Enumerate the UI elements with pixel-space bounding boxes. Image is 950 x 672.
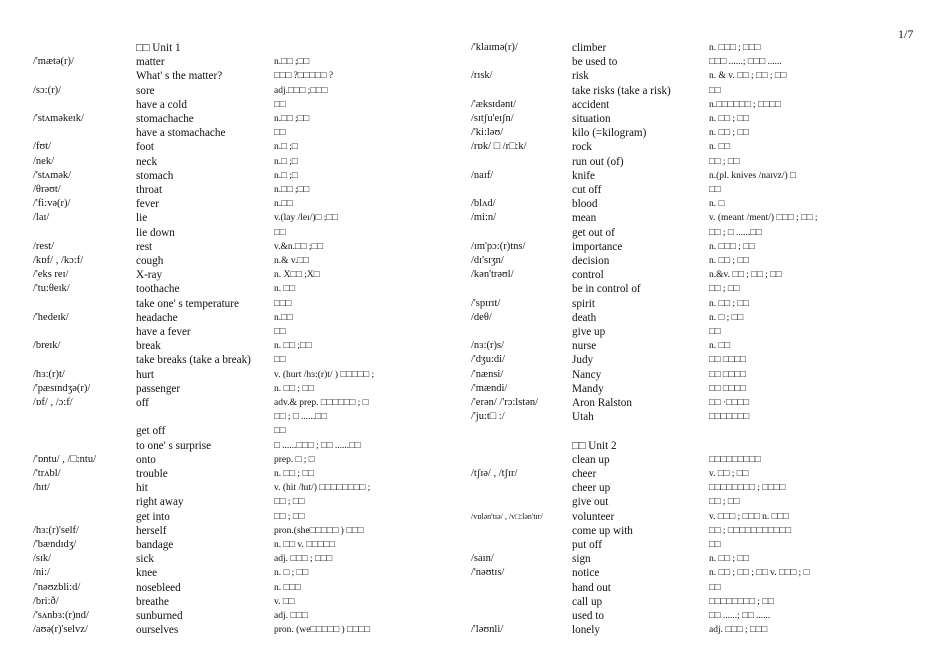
meaning: n.□□ xyxy=(274,199,293,210)
headword: stomach xyxy=(136,169,174,182)
meaning: n. □□ xyxy=(274,284,295,295)
meaning: n.□ ;□ xyxy=(274,156,298,167)
headword: mean xyxy=(572,212,597,225)
headword: get into xyxy=(136,510,170,523)
phonetic: /mi:n/ xyxy=(471,212,497,224)
phonetic: /nɜ:(r)s/ xyxy=(471,340,504,352)
phonetic: /blʌd/ xyxy=(471,198,496,210)
meaning: n. & v. □□ ; □□ ; □□ xyxy=(709,71,787,82)
meaning: adj. □□□ xyxy=(274,611,308,621)
headword: cheer up xyxy=(572,482,611,495)
vocab-row xyxy=(0,538,950,552)
headword: foot xyxy=(136,141,155,154)
headword: importance xyxy=(572,240,623,253)
vocab-row xyxy=(0,282,950,296)
headword: to one' s surprise xyxy=(136,439,212,452)
meaning: □□ ; □□□□□□□□□□□ xyxy=(709,525,791,536)
headword: fever xyxy=(136,198,159,211)
vocab-row xyxy=(0,112,950,126)
phonetic: /'ləʊnli/ xyxy=(471,624,504,636)
headword: get off xyxy=(136,425,166,438)
headword: sign xyxy=(572,553,591,566)
headword: herself xyxy=(136,524,167,537)
meaning: □□ xyxy=(274,327,286,337)
vocab-row xyxy=(0,69,950,83)
meaning: n. X□□ ;X□ xyxy=(274,270,320,281)
phonetic: /'dʒu:di/ xyxy=(471,354,505,366)
meaning: n. □□□ ; □□ xyxy=(709,241,755,252)
headword: nurse xyxy=(572,340,597,353)
page-number: 1/7 xyxy=(898,27,914,41)
headword: breathe xyxy=(136,595,169,608)
meaning: n. □□ v. □□□□□ xyxy=(274,540,335,550)
vocab-row xyxy=(0,623,950,637)
headword: take risks (take a risk) xyxy=(572,84,671,97)
phonetic: /ɒf/ , /ɔ:f/ xyxy=(33,397,73,408)
phonetic: /'bændɪdʒ/ xyxy=(33,539,77,550)
meaning: □□ □□□□ xyxy=(709,369,746,380)
meaning: □□ xyxy=(709,85,721,96)
headword: situation xyxy=(572,113,611,125)
meaning: n.□□ xyxy=(274,312,293,323)
phonetic: /vɒlən'tɪə/ , /v□:lən'tɪr/ xyxy=(471,511,543,521)
meaning: □□□□□□□ xyxy=(709,412,750,423)
phonetic: /hɜ:(r)'self/ xyxy=(33,524,79,536)
headword: take one' s temperature xyxy=(136,297,239,310)
headword: used to xyxy=(572,610,605,622)
meaning: □□ xyxy=(274,227,286,238)
meaning: n. □□□ xyxy=(274,582,301,593)
vocab-row xyxy=(0,495,950,509)
meaning: □□□□□□□□□ xyxy=(709,454,761,465)
phonetic: /deθ/ xyxy=(471,311,492,323)
phonetic: /'ju:t□ :/ xyxy=(471,411,505,423)
headword: control xyxy=(572,269,604,282)
phonetic: /hɪt/ xyxy=(33,482,50,494)
phonetic: /'ɒntu/ , /□:ntu/ xyxy=(33,453,97,465)
phonetic: /ɪm'pɔ:(r)tns/ xyxy=(471,240,526,252)
meaning: □□ xyxy=(274,426,286,437)
meaning: □□ ; □□ xyxy=(709,497,740,508)
meaning: □□ ; □□ xyxy=(274,497,305,508)
meaning: v.&n.□□ ;□□ xyxy=(274,241,323,252)
phonetic: /'nænsi/ xyxy=(471,368,504,380)
meaning: n. □ ; □□ xyxy=(274,568,309,579)
phonetic: /'eks reɪ/ xyxy=(33,269,69,281)
phonetic: /'nəʊtɪs/ xyxy=(471,567,505,579)
headword: cheer xyxy=(572,468,597,480)
meaning: □ ......□□□ ; □□ ......□□ xyxy=(274,440,361,451)
vocab-row xyxy=(0,55,950,69)
phonetic: /nek/ xyxy=(33,155,54,167)
vocab-row xyxy=(0,595,950,609)
phonetic: /ni:/ xyxy=(33,567,50,579)
headword: give out xyxy=(572,496,609,509)
meaning: □□ ·□□□□ xyxy=(709,398,749,408)
phonetic: /saɪn/ xyxy=(471,553,494,565)
headword: give up xyxy=(572,326,606,338)
vocab-row xyxy=(0,268,950,282)
meaning: □□ xyxy=(709,540,721,550)
phonetic: /rest/ xyxy=(33,240,54,252)
vocab-row xyxy=(0,581,950,595)
headword: clean up xyxy=(572,453,610,466)
meaning: n.&v. □□ ; □□ ; □□ xyxy=(709,270,782,281)
meaning: pron. (we□□□□□ ) □□□□ xyxy=(274,625,370,636)
phonetic: /hɜ:(r)t/ xyxy=(33,368,65,380)
headword: Mandy xyxy=(572,382,604,395)
meaning: v. (hurt /hɜ:(r)t/ ) □□□□□ ; xyxy=(274,369,375,380)
phonetic: /θrəʊt/ xyxy=(33,184,61,195)
meaning: n. □□ xyxy=(709,341,730,352)
headword: have a stomachache xyxy=(136,127,226,140)
headword: ourselves xyxy=(136,624,179,637)
phonetic: /breɪk/ xyxy=(33,340,61,352)
headword: □□ Unit 2 xyxy=(572,439,617,452)
headword: knife xyxy=(572,169,595,182)
meaning: n. □□ ; □□ xyxy=(709,554,749,565)
vocab-row xyxy=(0,240,950,254)
meaning: adj.□□□ ;□□□ xyxy=(274,85,328,96)
headword: get out of xyxy=(572,226,615,239)
vocab-row xyxy=(0,254,950,268)
meaning: □□□ xyxy=(274,298,292,309)
meaning: □□ ; □ ......□□ xyxy=(709,227,762,238)
vocab-row xyxy=(0,453,950,467)
phonetic: /kən'trəʊl/ xyxy=(471,269,514,281)
meaning: n.□ ;□ xyxy=(274,170,298,181)
meaning: adj. □□□ ; □□□ xyxy=(274,554,333,565)
meaning: v. (hit /hɪt/) □□□□□□□□ ; xyxy=(274,483,371,494)
meaning: □□ ......; □□ ...... xyxy=(709,611,771,621)
phonetic: /'tu:θeɪk/ xyxy=(33,283,70,295)
meaning: n. □□ ; □□ xyxy=(709,128,749,139)
phonetic: /aʊə(r)'selvz/ xyxy=(33,624,88,636)
phonetic: /'mætə(r)/ xyxy=(33,56,74,68)
vocab-row xyxy=(0,524,950,538)
phonetic: /'stʌməkeɪk/ xyxy=(33,113,84,124)
headword: blood xyxy=(572,198,598,211)
meaning: prep. □ ; □ xyxy=(274,454,315,465)
vocab-row xyxy=(0,155,950,169)
phonetic: /'sʌnbɜ:(r)nd/ xyxy=(33,610,89,621)
headword: right away xyxy=(136,496,184,509)
meaning: □□ ; □ ......□□ xyxy=(274,412,327,423)
phonetic: /fʊt/ xyxy=(33,141,52,153)
headword: passenger xyxy=(136,382,181,395)
headword: headache xyxy=(136,311,178,324)
vocab-row xyxy=(0,297,950,311)
meaning: n.□□ ;□□ xyxy=(274,114,310,124)
vocab-row xyxy=(0,510,950,524)
vocab-row xyxy=(0,339,950,353)
phonetic: /naɪf/ xyxy=(471,169,494,181)
meaning: n.□□ ;□□ xyxy=(274,185,310,195)
vocab-row xyxy=(0,126,950,140)
meaning: v. (meant /ment/) □□□ ; □□ ; xyxy=(709,213,818,224)
phonetic: /laɪ/ xyxy=(33,212,50,224)
vocab-row xyxy=(0,368,950,382)
meaning: n.□□□□□□ ; □□□□ xyxy=(709,99,781,110)
headword: toothache xyxy=(136,283,180,296)
headword: notice xyxy=(572,567,600,580)
phonetic: /'æksɪdənt/ xyxy=(471,98,517,110)
meaning: □□ ; □□ xyxy=(709,156,740,167)
phonetic: /'erən/ /'rɔ:lstən/ xyxy=(471,397,539,408)
headword: neck xyxy=(136,155,158,168)
phonetic: /'stʌmək/ xyxy=(33,169,72,181)
headword: What' s the matter? xyxy=(136,70,223,83)
phonetic: /sɔ:(r)/ xyxy=(33,84,61,96)
meaning: □□ □□□□ xyxy=(709,383,746,394)
vocab-row xyxy=(0,169,950,183)
meaning: □□ xyxy=(709,327,721,337)
headword: knee xyxy=(136,567,158,580)
meaning: □□ xyxy=(709,185,721,195)
phonetic: /'spɪrɪt/ xyxy=(471,297,501,309)
headword: sore xyxy=(136,84,155,97)
meaning: n.□ ;□ xyxy=(274,142,298,153)
phonetic: /tʃɪə/ , /tʃɪr/ xyxy=(471,468,518,479)
vocab-row xyxy=(0,481,950,495)
headword: accident xyxy=(572,98,610,111)
headword: cough xyxy=(136,255,164,267)
headword: matter xyxy=(136,56,165,69)
vocab-row xyxy=(0,467,950,481)
vocab-row xyxy=(0,382,950,396)
headword: come up with xyxy=(572,524,633,537)
headword: Judy xyxy=(572,354,594,367)
phonetic: /kɒf/ , /kɔ:f/ xyxy=(33,255,84,266)
headword: run out (of) xyxy=(572,155,624,168)
meaning: n. □□ ; □□ xyxy=(709,256,749,266)
meaning: adv.& prep. □□□□□□ ; □ xyxy=(274,398,369,408)
phonetic: /'pæsɪndʒə(r)/ xyxy=(33,382,91,394)
headword: rock xyxy=(572,141,592,154)
headword: volunteer xyxy=(572,510,615,523)
vocab-row xyxy=(0,98,950,112)
vocab-row xyxy=(0,566,950,580)
vocab-row xyxy=(0,311,950,325)
phonetic: /sɪtʃu'eɪʃn/ xyxy=(471,113,514,124)
headword: death xyxy=(572,311,597,324)
meaning: v. □□ xyxy=(274,596,295,607)
headword: hurt xyxy=(136,368,155,381)
headword: hand out xyxy=(572,581,611,594)
headword: decision xyxy=(572,255,610,267)
phonetic: /'fi:və(r)/ xyxy=(33,198,71,210)
phonetic: /'trʌbl/ xyxy=(33,468,61,479)
meaning: □□ xyxy=(274,355,286,366)
meaning: □□ ; □□ xyxy=(709,284,740,295)
meaning: n.□□ ;□□ xyxy=(274,57,310,68)
phonetic: /sɪk/ xyxy=(33,553,52,565)
meaning: n. □□ ;□□ xyxy=(274,341,312,352)
headword: stomachache xyxy=(136,113,194,125)
vocab-row xyxy=(0,41,950,55)
headword: call up xyxy=(572,595,603,608)
vocab-row xyxy=(0,410,950,424)
meaning: n. □□□ ; □□□ xyxy=(709,43,761,53)
headword: be in control of xyxy=(572,283,641,296)
phonetic: /'nəʊzbli:d/ xyxy=(33,581,81,593)
vocab-row xyxy=(0,226,950,240)
meaning: n. □□ ; □□ ; □□ v. □□□ ; □ xyxy=(709,568,810,579)
vocab-row xyxy=(0,211,950,225)
phonetic: /rɪsk/ xyxy=(471,70,493,82)
meaning: n. □□ ; □□ xyxy=(274,469,314,479)
meaning: □□□ ?□□□□□ ? xyxy=(274,71,334,82)
meaning: n. □ xyxy=(709,199,725,210)
meaning: n. □□ xyxy=(709,142,730,153)
headword: sunburned xyxy=(136,610,183,622)
meaning: □□□□□□□□ ; □□□□ xyxy=(709,483,786,494)
phonetic: /rɒk/ □ /r□:k/ xyxy=(471,141,527,153)
vocab-row xyxy=(0,183,950,197)
meaning: □□ xyxy=(274,99,286,110)
meaning: v. □□ ; □□ xyxy=(709,469,749,479)
meaning: □□ xyxy=(709,582,721,593)
headword: risk xyxy=(572,70,589,83)
meaning: □□□ ......; □□□ ...... xyxy=(709,57,782,68)
headword: lie down xyxy=(136,226,175,239)
vocab-row xyxy=(0,353,950,367)
headword: have a cold xyxy=(136,98,187,111)
meaning: n. □□ ; □□ xyxy=(274,383,314,394)
headword: lonely xyxy=(572,624,600,637)
headword: trouble xyxy=(136,468,168,480)
meaning: □□ xyxy=(274,128,286,139)
vocab-row xyxy=(0,396,950,410)
meaning: n.& v.□□ xyxy=(274,256,309,266)
meaning: v.(lay /leɪ/)□ ;□□ xyxy=(274,213,338,224)
headword: off xyxy=(136,397,149,409)
headword: nosebleed xyxy=(136,581,181,594)
headword: break xyxy=(136,340,161,353)
headword: Utah xyxy=(572,411,594,424)
headword: X-ray xyxy=(136,269,163,282)
headword: Nancy xyxy=(572,368,602,381)
headword: take breaks (take a break) xyxy=(136,354,251,367)
headword: spirit xyxy=(572,297,595,310)
headword: be used to xyxy=(572,56,618,69)
headword: throat xyxy=(136,184,163,196)
headword: onto xyxy=(136,453,156,466)
vocab-row xyxy=(0,325,950,339)
vocab-row xyxy=(0,609,950,623)
vocab-row xyxy=(0,140,950,154)
headword: hit xyxy=(136,482,148,495)
meaning: n. □ ; □□ xyxy=(709,312,744,323)
meaning: adj. □□□ ; □□□ xyxy=(709,625,768,636)
headword: have a fever xyxy=(136,326,191,338)
vocab-row xyxy=(0,84,950,98)
vocab-row xyxy=(0,424,950,438)
meaning: □□ ; □□ xyxy=(274,511,305,522)
meaning: v. □□□ ; □□□ n. □□□ xyxy=(709,511,789,522)
phonetic: /dɪ'sɪʒn/ xyxy=(471,255,504,266)
headword: put off xyxy=(572,539,602,551)
headword: Aron Ralston xyxy=(572,397,632,409)
vocab-row xyxy=(0,439,950,453)
headword: cut off xyxy=(572,184,602,196)
headword: lie xyxy=(136,212,148,225)
phonetic: /'mændi/ xyxy=(471,382,508,394)
meaning: □□ □□□□ xyxy=(709,355,746,366)
phonetic: /'klaɪmə(r)/ xyxy=(471,42,518,53)
vocab-row xyxy=(0,552,950,566)
meaning: n. □□ ; □□ xyxy=(709,298,749,309)
vocab-row xyxy=(0,197,950,211)
headword: climber xyxy=(572,42,607,54)
meaning: □□□□□□□□ ; □□ xyxy=(709,596,774,607)
headword: rest xyxy=(136,240,153,253)
headword: kilo (=kilogram) xyxy=(572,127,647,140)
phonetic: /'hedeɪk/ xyxy=(33,311,69,323)
meaning: n.(pl. knives /naɪvz/) □ xyxy=(709,170,796,181)
meaning: n. □□ ; □□ xyxy=(709,114,749,124)
phonetic: /'ki:ləʊ/ xyxy=(471,127,504,139)
meaning: pron.(she□□□□□ ) □□□ xyxy=(274,525,364,536)
headword: bandage xyxy=(136,539,174,551)
headword: □□ Unit 1 xyxy=(136,42,181,54)
headword: sick xyxy=(136,553,155,566)
phonetic: /bri:ð/ xyxy=(33,595,59,607)
